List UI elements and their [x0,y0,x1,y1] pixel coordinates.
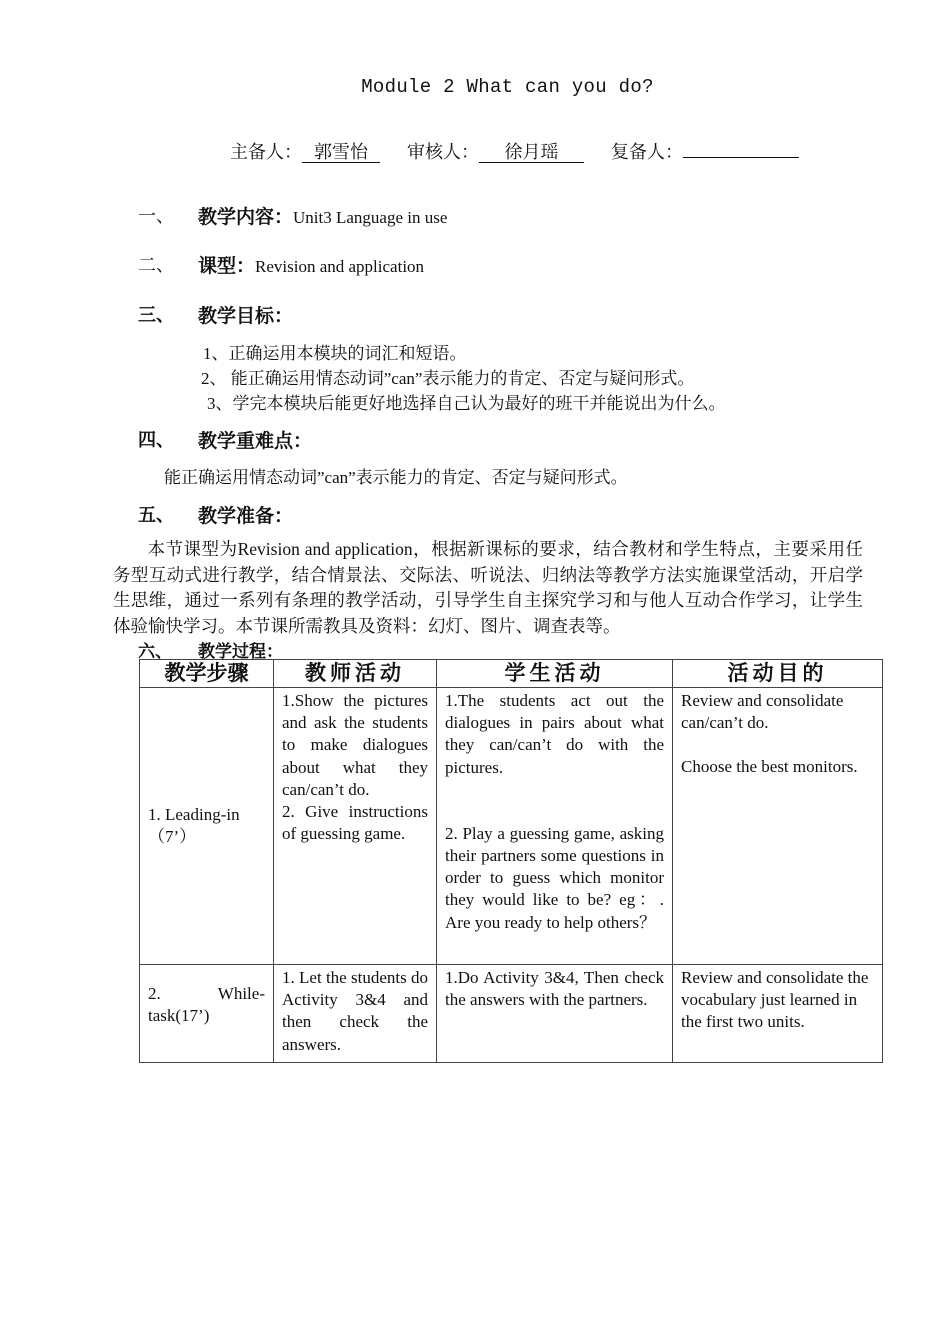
section-label: 教学过程： [198,642,283,661]
lead-name: 郭雪怡 [302,142,380,163]
preparation-paragraph [113,537,863,639]
purpose-text: Choose the best monitors. [681,757,858,777]
header-purpose: 活动目的 [673,660,883,688]
section-label: 教学目标： [198,306,294,327]
student-activity: 2. Play a guessing game, asking their partners some questions in order to guess which monitor they would like to be? eg：. Are you ready to help others？ [445,823,664,932]
teacher-activity: 2. Give instructions of guessing game. [282,802,428,844]
key-points-text: 能正确运用情态动词”can”表示能力的肯定、否定与疑问形式。 [164,468,628,487]
section-number: 三、 [138,305,174,325]
objective-2: 2、 能正确运用情态动词”can”表示能力的肯定、否定与疑问形式。 [201,369,695,388]
student-cell [437,965,673,1063]
purpose-text: Review and consolidate the vocabulary just learned in the first two units. [681,968,869,1032]
teacher-activity: 1.Show the pictures and ask the students to make dialogues about what they can/can’t do. [282,691,428,799]
lead-label: 主备人： [230,142,302,162]
header-teacher: 教师活动 [274,660,437,688]
process-table [139,659,883,1063]
staff-line [230,138,799,164]
teacher-cell [274,965,437,1063]
section-number: 六、 [138,642,172,661]
prep-name [683,157,799,158]
prep-label: 复备人： [611,142,683,162]
review-name: 徐月瑶 [479,142,584,163]
teacher-cell [274,688,437,965]
student-activity: 1.Do Activity 3&4, Then check the answers with the partners. [445,968,664,1010]
section-label: 教学内容： [198,207,294,228]
step-cell: 1. Leading-in（7’） [140,688,274,965]
section-text: Unit3 Language in use [293,208,448,227]
objective-3: 3、学完本模块后能更好地选择自己认为最好的班干并能说出为什么。 [207,394,726,413]
step-cell: 2. While-task(17’) [140,965,274,1063]
section-label: 课型： [198,256,256,277]
teacher-activity: 1. Let the students do Activity 3&4 and then check the answers. [282,968,428,1054]
section-label: 教学准备： [198,506,294,527]
student-activity: 1.The students act out the dialogues in pairs about what they can/can’t do with the pictures. [445,691,664,777]
objective-1: 1、正确运用本模块的词汇和短语。 [203,344,467,363]
purpose-cell [673,688,883,965]
purpose-text: Review and consolidate can/can’t do. [681,691,844,733]
table-row [140,965,883,1063]
preparation-text: 本节课型为Revision and application，根据新课标的要求，结合教材和学生特点，主要采用任务型互动式进行教学，结合情景法、交际法、听说法、归纳法等教学方法实施课堂活动，开启学生思维，通过一系列有条理的教学活动，引导学生自主探究学习和与他人互动合作学习，让学生体验愉快学习。本节课所需教具及资料：幻灯、图片、调查表等。 [113,539,863,636]
table-row [140,688,883,965]
section-number: 二、 [138,255,174,275]
review-label: 审核人： [407,142,479,162]
table-header-row [140,660,883,688]
page-title: Module 2 What can you do? [361,76,654,98]
section-text: Revision and application [255,257,425,276]
section-label: 教学重难点： [198,431,313,452]
purpose-cell [673,965,883,1063]
header-student: 学生活动 [437,660,673,688]
student-cell [437,688,673,965]
header-step: 教学步骤 [140,660,274,688]
section-number: 一、 [138,206,174,226]
section-number: 四、 [138,430,174,450]
section-number: 五、 [138,505,174,525]
